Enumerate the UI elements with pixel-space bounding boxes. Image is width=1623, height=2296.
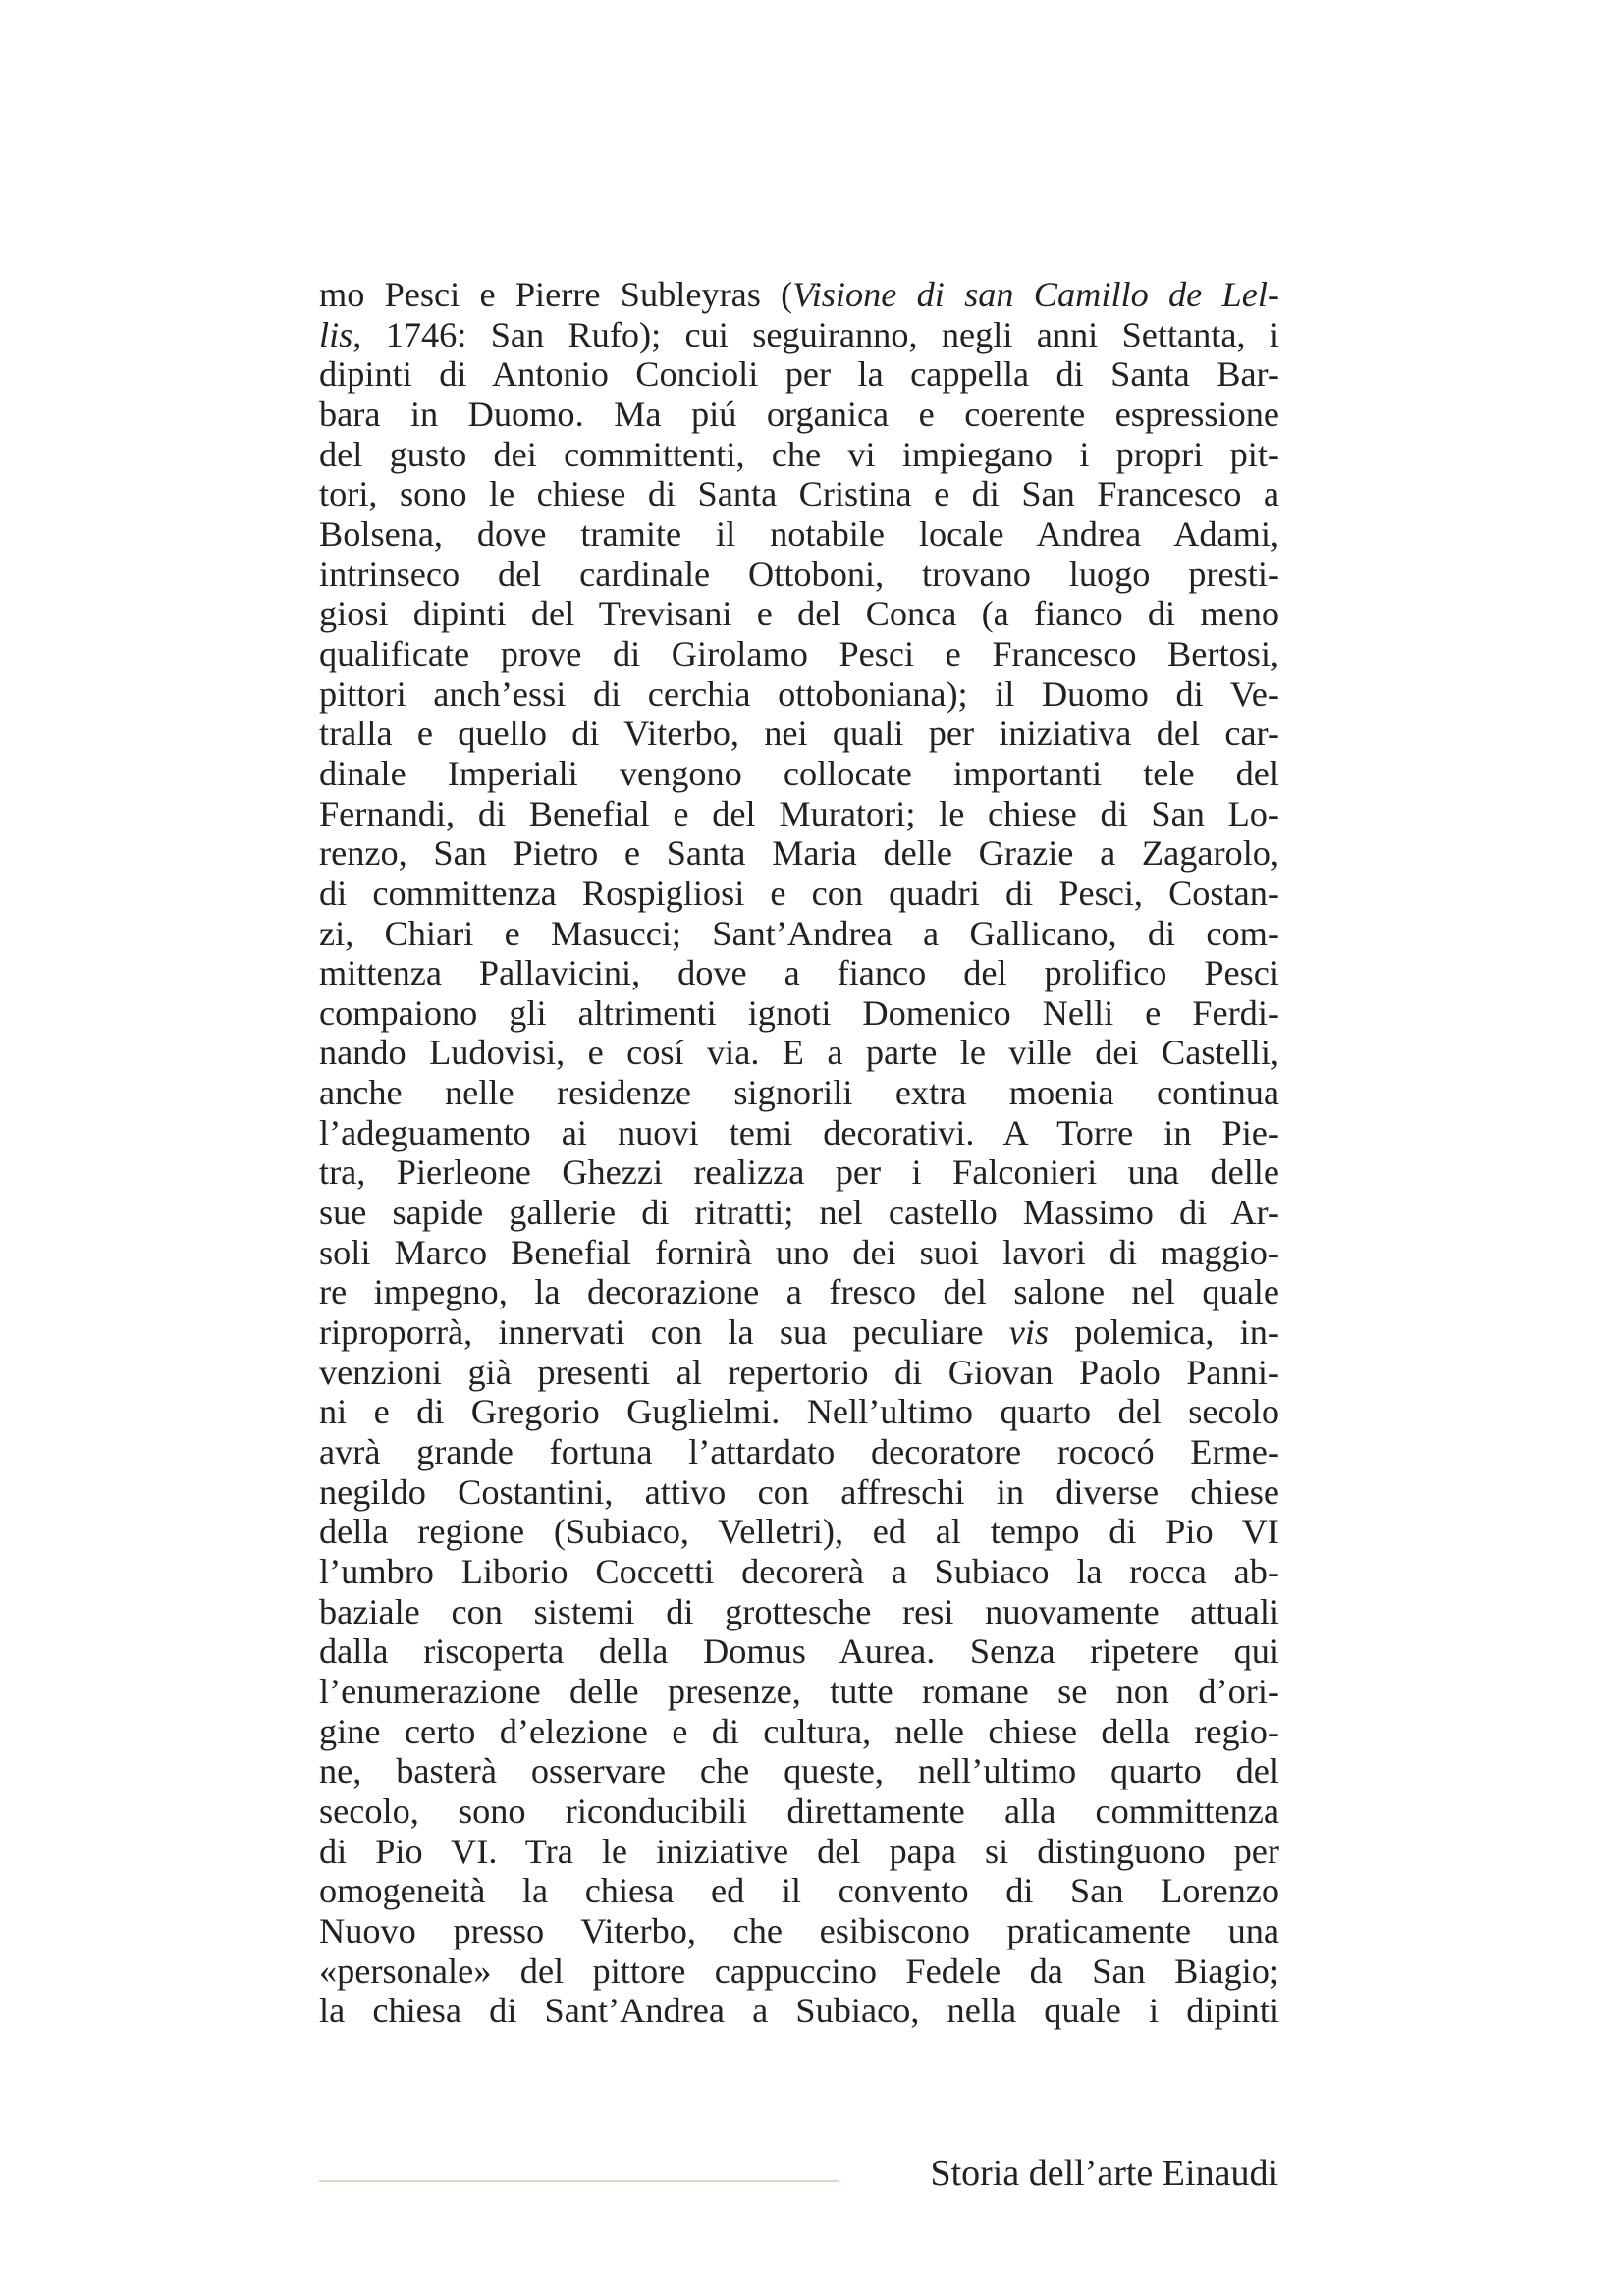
text-line bbox=[319, 1751, 1279, 1791]
text-segment: , 1746: San Rufo); cui seguiranno, negli anni Settanta, i bbox=[352, 314, 1279, 354]
text-segment: l’adeguamento ai nuovi temi decorativi. A Torre in Pie- bbox=[319, 1112, 1279, 1152]
text-line bbox=[319, 435, 1279, 475]
text-line bbox=[319, 514, 1279, 555]
text-line bbox=[319, 1193, 1279, 1233]
text-line bbox=[319, 1033, 1279, 1073]
text-segment: l’umbro Liborio Coccetti decorerà a Subiaco la rocca ab- bbox=[319, 1552, 1279, 1591]
text-segment: tralla e quello di Viterbo, nei quali per iniziativa del car- bbox=[319, 714, 1279, 754]
text-segment: venzioni già presenti al repertorio di Giovan Paolo Panni- bbox=[319, 1352, 1279, 1392]
text-segment: dinale Imperiali vengono collocate importanti tele del bbox=[319, 753, 1279, 793]
text-segment: Nuovo presso Viterbo, che esibiscono praticamente una bbox=[319, 1910, 1279, 1950]
text-line bbox=[319, 1552, 1279, 1592]
text-segment: la chiesa di Sant’Andrea a Subiaco, nella quale i dipinti bbox=[319, 1991, 1279, 2031]
text-segment: pittori anch’essi di cerchia ottoboniana); il Duomo di Ve- bbox=[319, 673, 1279, 714]
text-segment: re impegno, la decorazione a fresco del salone nel quale bbox=[319, 1272, 1279, 1312]
text-segment: omogeneità la chiesa ed il convento di San Lorenzo bbox=[319, 1871, 1279, 1911]
text-line bbox=[319, 555, 1279, 595]
text-line bbox=[319, 953, 1279, 993]
text-line bbox=[319, 1113, 1279, 1153]
text-segment: zi, Chiari e Masucci; Sant’Andrea a Gallicano, di com- bbox=[319, 913, 1279, 953]
text-line bbox=[319, 1871, 1279, 1911]
text-segment: qualificate prove di Girolamo Pesci e Francesco Bertosi, bbox=[319, 633, 1279, 673]
text-line bbox=[319, 1392, 1279, 1432]
text-line bbox=[319, 874, 1279, 914]
text-segment: della regione (Subiaco, Velletri), ed al tempo di Pio VI bbox=[319, 1512, 1279, 1552]
text-line bbox=[319, 594, 1279, 634]
text-segment: mittenza Pallavicini, dove a fianco del prolifico Pesci bbox=[319, 953, 1279, 993]
text-line bbox=[319, 914, 1279, 954]
text-line bbox=[319, 1152, 1279, 1193]
text-segment: gine certo d’elezione e di cultura, nelle chiese della regio- bbox=[319, 1711, 1279, 1751]
text-segment: l’enumerazione delle presenze, tutte romane se non d’ori- bbox=[319, 1671, 1279, 1711]
text-segment: «personale» del pittore cappuccino Fedele da San Biagio; bbox=[319, 1950, 1279, 1991]
text-segment: bara in Duomo. Ma piú organica e coerente espressione bbox=[319, 394, 1279, 434]
text-line bbox=[319, 794, 1279, 834]
text-line bbox=[319, 275, 1279, 315]
text-line bbox=[319, 1991, 1279, 2031]
italic-segment: vis bbox=[1008, 1312, 1050, 1353]
text-line bbox=[319, 1233, 1279, 1273]
text-line bbox=[319, 754, 1279, 794]
text-segment: tra, Pierleone Ghezzi realizza per i Falconieri una delle bbox=[319, 1152, 1279, 1193]
text-segment: polemica, in- bbox=[1049, 1312, 1279, 1353]
text-segment: Bolsena, dove tramite il notabile locale Andrea Adami, bbox=[319, 513, 1279, 554]
text-segment: avrà grande fortuna l’attardato decoratore rococó Erme- bbox=[319, 1432, 1279, 1472]
text-segment: mo Pesci e Pierre Subleyras ( bbox=[319, 275, 793, 314]
text-line bbox=[319, 1592, 1279, 1632]
text-line bbox=[319, 1073, 1279, 1113]
italic-segment: lis bbox=[319, 314, 353, 354]
text-line bbox=[319, 1432, 1279, 1472]
italic-segment: Visione di san Camillo de Lel- bbox=[792, 275, 1279, 314]
text-line bbox=[319, 714, 1279, 754]
text-segment: riproporrà, innervati con la sua peculiare bbox=[319, 1312, 1009, 1353]
text-segment: negildo Costantini, attivo con affreschi in diverse chiese bbox=[319, 1471, 1279, 1512]
text-line bbox=[319, 1911, 1279, 1951]
text-line bbox=[319, 315, 1279, 355]
text-segment: secolo, sono riconducibili direttamente alla committenza bbox=[319, 1790, 1279, 1831]
text-line bbox=[319, 1512, 1279, 1552]
text-line bbox=[319, 1712, 1279, 1752]
text-segment: soli Marco Benefial fornirà uno dei suoi lavori di maggio- bbox=[319, 1232, 1279, 1272]
footer-rule bbox=[319, 2180, 839, 2182]
text-segment: sue sapide gallerie di ritratti; nel castello Massimo di Ar- bbox=[319, 1193, 1279, 1233]
text-line bbox=[319, 474, 1279, 514]
body-text bbox=[319, 275, 1279, 2031]
text-line bbox=[319, 395, 1279, 435]
text-line bbox=[319, 1312, 1279, 1353]
text-line bbox=[319, 833, 1279, 874]
text-line bbox=[319, 354, 1279, 395]
text-line bbox=[319, 1272, 1279, 1312]
text-segment: dipinti di Antonio Concioli per la cappella di Santa Bar- bbox=[319, 354, 1279, 395]
text-segment: giosi dipinti del Trevisani e del Conca (a fianco di meno bbox=[319, 594, 1279, 634]
text-line bbox=[319, 1832, 1279, 1872]
text-line bbox=[319, 1631, 1279, 1672]
text-segment: renzo, San Pietro e Santa Maria delle Grazie a Zagarolo, bbox=[319, 833, 1279, 874]
text-line bbox=[319, 1472, 1279, 1513]
text-line bbox=[319, 993, 1279, 1034]
text-segment: anche nelle residenze signorili extra moenia continua bbox=[319, 1073, 1279, 1113]
text-segment: Fernandi, di Benefial e del Muratori; le chiese di San Lo- bbox=[319, 793, 1279, 833]
text-line bbox=[319, 1951, 1279, 1992]
text-segment: dalla riscoperta della Domus Aurea. Senza ripetere qui bbox=[319, 1631, 1279, 1672]
text-segment: tori, sono le chiese di Santa Cristina e di San Francesco a bbox=[319, 474, 1279, 514]
footer-title: Storia dell’arte Einaudi bbox=[930, 2153, 1278, 2194]
text-segment: di Pio VI. Tra le iniziative del papa si distinguono per bbox=[319, 1831, 1279, 1871]
text-line bbox=[319, 1353, 1279, 1393]
text-line bbox=[319, 634, 1279, 674]
text-segment: di committenza Rospigliosi e con quadri di Pesci, Costan- bbox=[319, 873, 1279, 913]
text-segment: nando Ludovisi, e cosí via. E a parte le ville dei Castelli, bbox=[319, 1033, 1279, 1073]
text-line bbox=[319, 1672, 1279, 1712]
text-segment: compaiono gli altrimenti ignoti Domenico Nelli e Ferdi- bbox=[319, 992, 1279, 1033]
text-segment: baziale con sistemi di grottesche resi nuovamente attuali bbox=[319, 1591, 1279, 1631]
text-line bbox=[319, 674, 1279, 715]
text-line bbox=[319, 1791, 1279, 1832]
text-segment: del gusto dei committenti, che vi impiegano i propri pit- bbox=[319, 434, 1279, 474]
text-segment: ni e di Gregorio Guglielmi. Nell’ultimo quarto del secolo bbox=[319, 1392, 1279, 1432]
text-segment: intrinseco del cardinale Ottoboni, trovano luogo presti- bbox=[319, 554, 1279, 594]
text-segment: ne, basterà osservare che queste, nell’ultimo quarto del bbox=[319, 1751, 1279, 1791]
